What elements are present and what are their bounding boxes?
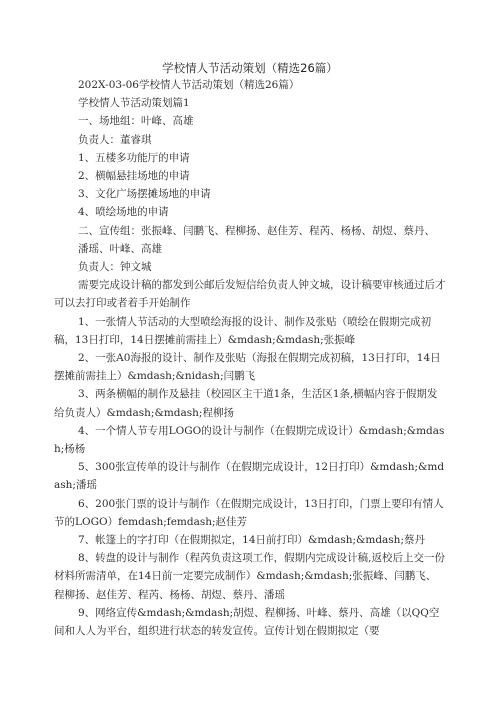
paragraph: 4、一个情人节专用LOGO的设计与制作（在假期完成设计）&mdash;&mdash;杨杨 [54, 424, 445, 456]
paragraph: 3、文化广场摆摊场地的申请 [78, 188, 211, 201]
paragraph: 一、场地组：叶峰、高雄 [78, 115, 194, 128]
document-body [54, 76, 446, 640]
paragraph: 202X-03-06学校情人节活动策划（精选26篇） [78, 79, 300, 91]
paragraph: 5、300张宣传单的设计与制作（在假期完成设计，12日打印）&mdash;&mdash;潘瑶 [54, 461, 445, 492]
paragraph: 学校情人节活动策划篇1 [78, 97, 190, 110]
paragraph: 2、一张A0海报的设计、制作及张贴（海报在假期完成初稿，13日打印，14日摆摊前需挂上）&mdash;&nidash;闫鹏飞 [54, 352, 441, 383]
paragraph: 负责人：钟文城 [78, 261, 152, 274]
paragraph: 3、两条横幅的制作及悬挂（校园区主干道1条，生活区1条,横幅内容于假期发给负责人）&mdash;&mdash;程柳扬 [54, 388, 438, 419]
paragraph: 1、五楼多功能厅的申请 [78, 151, 190, 164]
paragraph: 负责人：董睿琪 [78, 133, 152, 146]
paragraph: 6、200张门票的设计与制作（在假期完成设计，13日打印，门票上要印有情人节的LOGO）femdash;femdash;赵佳芳 [54, 497, 444, 528]
paragraph: 二、宣传组：张振峰、闫鹏飞、程柳扬、赵佳芳、程芮、杨杨、胡煜、蔡丹、 [78, 224, 435, 237]
paragraph: 9、网络宣传&mdash;&mdash;胡煜、程柳扬、叶峰、蔡丹、高雄（以QQ空间和人人为平台，组织进行状态的转发宣传。宣传计划在假期拟定（要 [54, 606, 440, 638]
paragraph: 7、帐篷上的字打印（在假期拟定，14日前打印）&mdash;&mdash;蔡丹 [78, 534, 425, 547]
paragraph: 2、横幅悬挂场地的申请 [78, 170, 190, 183]
paragraph: 8、转盘的设计与制作（程芮负责这项工作，假期内完成设计稿,返校后上交一份材料所需清单，在14日前一定要完成制作）&mdash;&mdash;张振峰、闫鹏飞、程柳扬、赵佳芳、程芮、杨杨、胡煜、蔡丹、潘瑶 [54, 552, 446, 601]
paragraph: 4、喷绘场地的申请 [78, 206, 169, 219]
paragraph: 需要完成设计稿的都发到公邮后发短信给负责人钟文城，设计稿要审核通过后才可以去打印或者着手开始制作 [54, 279, 446, 310]
paragraph: 1、一张情人节活动的大型喷绘海报的设计、制作及张贴（喷绘在假期完成初稿，13日打印，14日摆摊前需挂上）&mdash;&mdash;张振峰 [54, 315, 432, 346]
paragraph: 潘瑶、叶峰、高雄 [78, 242, 162, 255]
document-title: 学校情人节活动策划（精选26篇） [162, 61, 338, 75]
